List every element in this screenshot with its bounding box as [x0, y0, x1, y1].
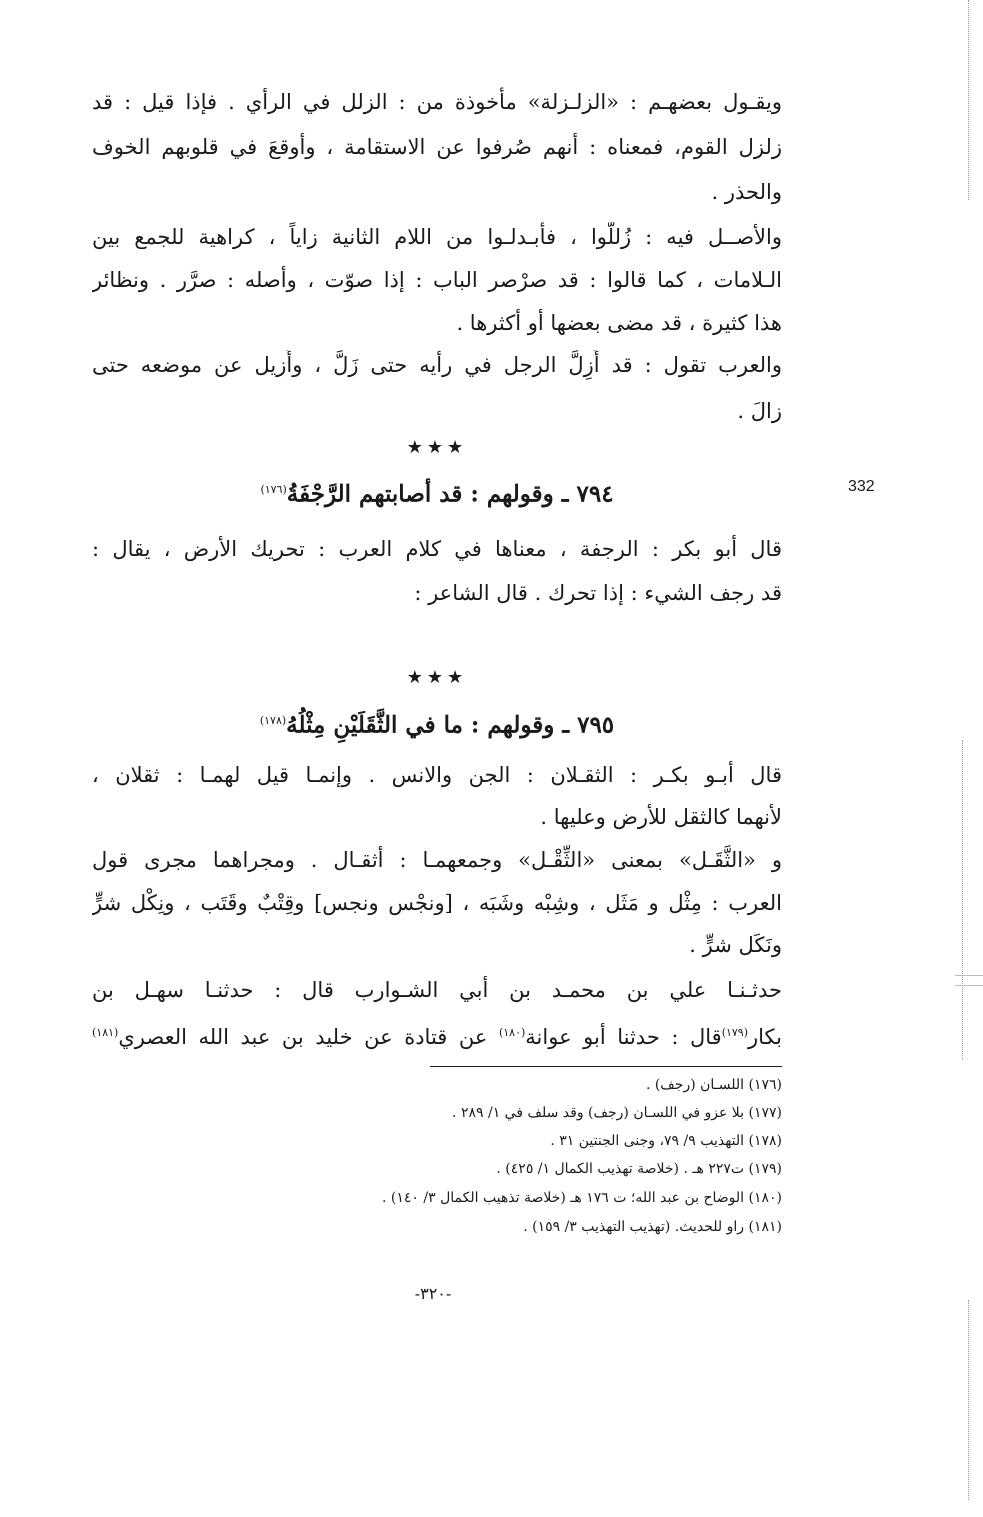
text-line: والأصــل فيه : زُللّوا ، فأبـدلـوا من اللام الثانية زاياً ، كراهية للجمع بين [92, 225, 782, 249]
footnote: (١٨٠) الوضاح بن عبد الله؛ ت ١٧٦ هـ (خلاصة تذهيب الكمال ٣/ ١٤٠) . [381, 1190, 782, 1206]
text-line: زالَ . [737, 399, 782, 423]
scan-edge-line [962, 740, 963, 1060]
text-line: والحذر . [711, 180, 782, 204]
scan-edge-mark [955, 985, 983, 986]
text-line: والعرب تقول : قد أُزِلَّ الرجل في رأيه حتى زَلَّ ، وأُزيل عن موضعه حتى [92, 353, 782, 377]
scan-edge-mark [955, 975, 983, 976]
text-line: ويقـول بعضهـم : «الزلـزلة» مأخوذة من : الزلل في الرأي . فإذا قيل : قد [92, 90, 782, 114]
footnote-ref: (١٨٠) [498, 1026, 526, 1039]
footnote-divider [430, 1066, 782, 1067]
footnote-ref: (١٧٩) [721, 1026, 749, 1039]
text-line: حدثـنـا علي بن محمـد بن أبي الشـوارب قال : حدثنـا سهـل بن [92, 978, 782, 1002]
isnad-part: قال : حدثنا أبو عوانة [525, 1025, 722, 1049]
section-stars: ★★★ [406, 667, 468, 688]
text-line: لأنهما كالثقل للأرض وعليها . [540, 805, 782, 829]
scan-edge-line [968, 1300, 969, 1500]
footnote: (١٨١) راو للحديث. (تهذيب التهذيب ٣/ ١٥٩) . [523, 1219, 782, 1235]
scan-edge-line [968, 0, 969, 200]
footnote-ref: (١٧٦) [260, 483, 287, 496]
text-line: الـلامات ، كما قالوا : قد صرْصر الباب : إذا صوّت ، وأصله : صرَّر . ونظائر [92, 268, 782, 292]
footnote-ref: (١٧٨) [259, 714, 287, 727]
page-number: -٣٢٠- [414, 1284, 452, 1303]
text-line: زلزل القوم، فمعناه : أنهم صُرفوا عن الاستقامة ، وأوقعَ في قلوبهم الخوف [92, 135, 782, 159]
margin-page-number: 332 [848, 478, 875, 495]
text-line: ونَكَل شرٍّ . [689, 933, 782, 957]
entry-795-heading-text: ٧٩٥ ـ وقولهم : ما في الثَّقَلَيْنِ مِثْلُهُ [286, 711, 615, 739]
text-line [92, 1018, 782, 1052]
isnad-part: عن قتادة عن خليد بن عبد الله العصري [118, 1025, 499, 1049]
text-line: قال أبـو بكـر : الثقـلان : الجن والانس . وإنمـا قيل لهمـا : ثقلان ، [92, 763, 782, 787]
text-line: قال أبو بكر : الرجفة ، معناها في كلام العرب : تحريك الأرض ، يقال : [92, 537, 782, 561]
footnote: (١٧٦) اللسـان (رجف) . [645, 1077, 782, 1093]
text-line: قد رجف الشيء : إذا تحرك . قال الشاعر : [414, 581, 782, 605]
section-stars: ★★★ [406, 437, 468, 458]
entry-794-heading [92, 473, 782, 512]
entry-794-heading-text: ٧٩٤ ـ وقولهم : قد أصابتهم الرَّجْفَةُ [286, 480, 614, 508]
isnad-part: بكار [748, 1025, 782, 1049]
text-line: العرب : مِثْل و مَثَل ، وشِبْه وشَبَه ، [ونجْس ونجس] وقِتْبٌ وقَتَب ، ونِكْل شرٍّ [92, 891, 782, 915]
footnote: (١٧٩) ت٢٢٧ هـ . (خلاصة تهذيب الكمال ١/ ٤٢٥) . [496, 1161, 782, 1177]
footnote-ref: (١٨١) [92, 1026, 119, 1039]
text-line: هذا كثيرة ، قد مضى بعضها أو أكثرها . [456, 311, 782, 335]
footnote: (١٧٧) بلا عزو في اللسـان (رجف) وقد سلف في ١/ ٢٨٩ . [452, 1105, 782, 1121]
text-line: و «الثَّقَـل» بمعنى «الثِّقْـل» وجمعهمـا : أثقـال . ومجراهما مجرى قول [92, 848, 782, 872]
footnote: (١٧٨) التهذيب ٩/ ٧٩، وجنى الجنتين ٣١ . [550, 1133, 782, 1149]
entry-795-heading [92, 704, 782, 743]
